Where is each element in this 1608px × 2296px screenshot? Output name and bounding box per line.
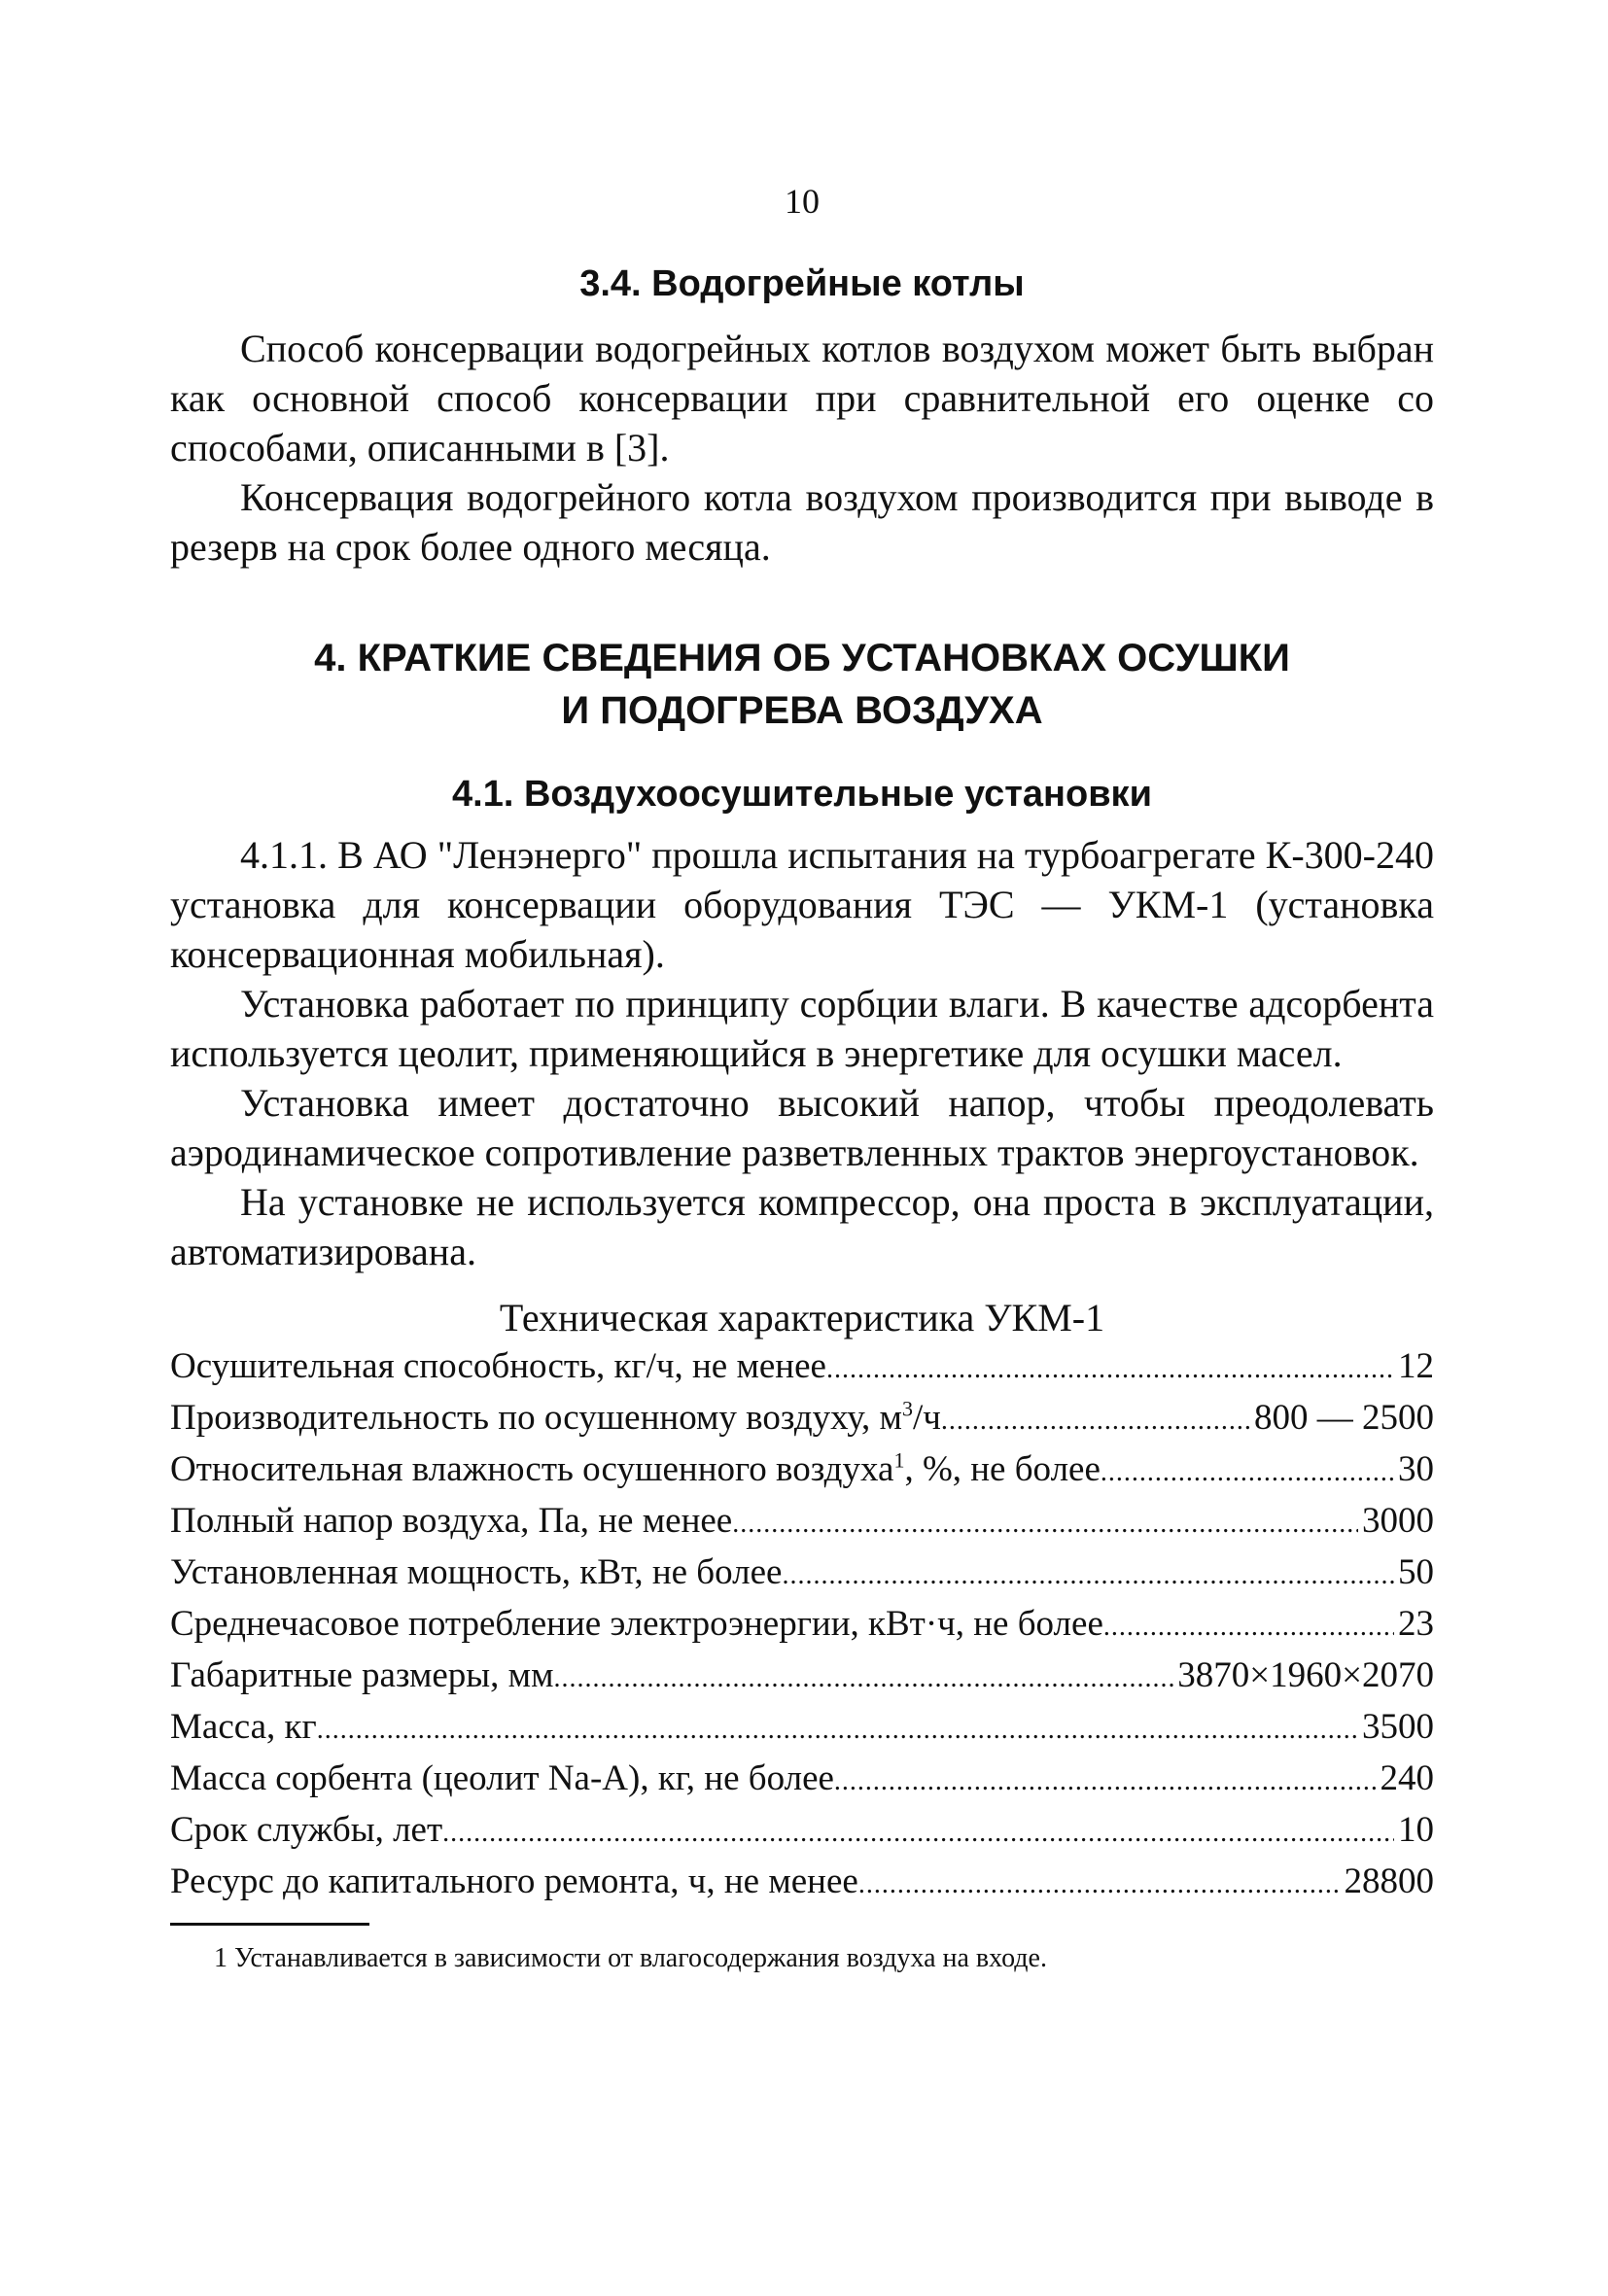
paragraph: Способ консервации водогрейных котлов воздухом может быть выбран как основной способ консервации при сравнительной его оценке со способами, описанными в [3]. xyxy=(170,327,1434,470)
section-3-4-title: 3.4. Водогрейные котлы xyxy=(579,263,1025,304)
leader-dots xyxy=(317,1706,1358,1755)
document-page xyxy=(170,180,1434,1976)
spec-value: 23 xyxy=(1398,1604,1434,1644)
spec-label: Масса, кг xyxy=(170,1707,317,1747)
spec-value: 30 xyxy=(1398,1449,1434,1489)
section-4-title xyxy=(170,632,1434,737)
spec-value: 3000 xyxy=(1362,1501,1434,1541)
spec-value: 3870×1960×2070 xyxy=(1177,1655,1434,1695)
superscript: 3 xyxy=(901,1396,913,1421)
paragraph: 4.1.1. В АО "Ленэнерго" прошла испытания на турбоагрегате К-300-240 установка для консервации оборудования ТЭС — УКМ-1 (установка консервационная мобильная). xyxy=(170,833,1434,976)
spec-value: 28800 xyxy=(1344,1861,1434,1901)
paragraph: Установка работает по принципу сорбции влаги. В качестве адсорбента используется цеолит, применяющийся в энергетике для осушки масел. xyxy=(170,982,1434,1075)
spec-row xyxy=(170,1394,1434,1445)
spec-row xyxy=(170,1342,1434,1394)
spec-label: Масса сорбента (цеолит Na-A), кг, не более xyxy=(170,1758,834,1798)
footnote-text: Устанавливается в зависимости от влагосодержания воздуха на входе. xyxy=(234,1943,1047,1973)
spec-row xyxy=(170,1445,1434,1497)
spec-row xyxy=(170,1652,1434,1703)
spec-row xyxy=(170,1858,1434,1909)
paragraph: Консервация водогрейного котла воздухом производится при выводе в резерв на срок более одного месяца. xyxy=(170,475,1434,569)
spec-label: Срок службы, лет xyxy=(170,1810,443,1850)
spec-row xyxy=(170,1600,1434,1652)
paragraph: На установке не используется компрессор, она проста в эксплуатации, автоматизирована. xyxy=(170,1180,1434,1273)
spec-label-text: Производительность по осушенному воздуху, м xyxy=(170,1398,902,1438)
page-number: 10 xyxy=(785,182,820,221)
section-4-title-line2: И ПОДОГРЕВА ВОЗДУХА xyxy=(561,689,1043,732)
leader-dots xyxy=(442,1809,1394,1858)
leader-dots xyxy=(1101,1448,1394,1497)
spec-label-text: /ч xyxy=(912,1398,941,1438)
spec-label: Осушительная способность, кг/ч, не менее xyxy=(170,1346,826,1386)
spec-label: Полный напор воздуха, Па, не менее xyxy=(170,1501,733,1541)
leader-dots xyxy=(732,1500,1358,1548)
spec-row xyxy=(170,1497,1434,1548)
spec-row xyxy=(170,1755,1434,1806)
spec-value: 10 xyxy=(1398,1810,1434,1850)
spec-value: 12 xyxy=(1398,1346,1434,1386)
spec-value: 50 xyxy=(1398,1552,1434,1592)
leader-dots xyxy=(1103,1603,1394,1652)
spec-table-title: Техническая характеристика УКМ-1 xyxy=(499,1296,1105,1339)
spec-label xyxy=(170,1394,941,1443)
spec-label-text: , %, не более xyxy=(904,1449,1101,1489)
leader-dots xyxy=(941,1397,1250,1445)
spec-table xyxy=(170,1342,1434,1909)
leader-dots xyxy=(826,1345,1394,1394)
footnote-reference: 1 xyxy=(893,1447,905,1473)
spec-label: Среднечасовое потребление электроэнергии, кВт·ч, не более xyxy=(170,1604,1103,1644)
paragraph: Установка имеет достаточно высокий напор, чтобы преодолевать аэродинамическое сопротивление разветвленных трактов энергоустановок. xyxy=(170,1081,1434,1174)
spec-label-text: Относительная влажность осушенного воздуха xyxy=(170,1449,894,1489)
leader-dots xyxy=(858,1861,1341,1909)
spec-label: Ресурс до капитального ремонта, ч, не менее xyxy=(170,1861,858,1901)
spec-label xyxy=(170,1445,1101,1494)
leader-dots xyxy=(553,1654,1173,1703)
spec-label: Габаритные размеры, мм xyxy=(170,1655,554,1695)
spec-row xyxy=(170,1548,1434,1600)
leader-dots xyxy=(782,1551,1394,1600)
spec-label: Установленная мощность, кВт, не более xyxy=(170,1552,783,1592)
leader-dots xyxy=(834,1757,1377,1806)
spec-row xyxy=(170,1703,1434,1755)
footnote-separator xyxy=(170,1923,369,1926)
spec-row xyxy=(170,1806,1434,1858)
spec-value: 3500 xyxy=(1362,1707,1434,1747)
spec-value: 800 — 2500 xyxy=(1254,1398,1434,1438)
section-4-1-title: 4.1. Воздухоосушительные установки xyxy=(452,774,1152,815)
spec-value: 240 xyxy=(1380,1758,1434,1798)
section-4-title-line1: 4. КРАТКИЕ СВЕДЕНИЯ ОБ УСТАНОВКАХ ОСУШКИ xyxy=(314,637,1290,679)
footnote-marker: 1 xyxy=(214,1943,227,1973)
footnote xyxy=(170,1941,1434,1976)
